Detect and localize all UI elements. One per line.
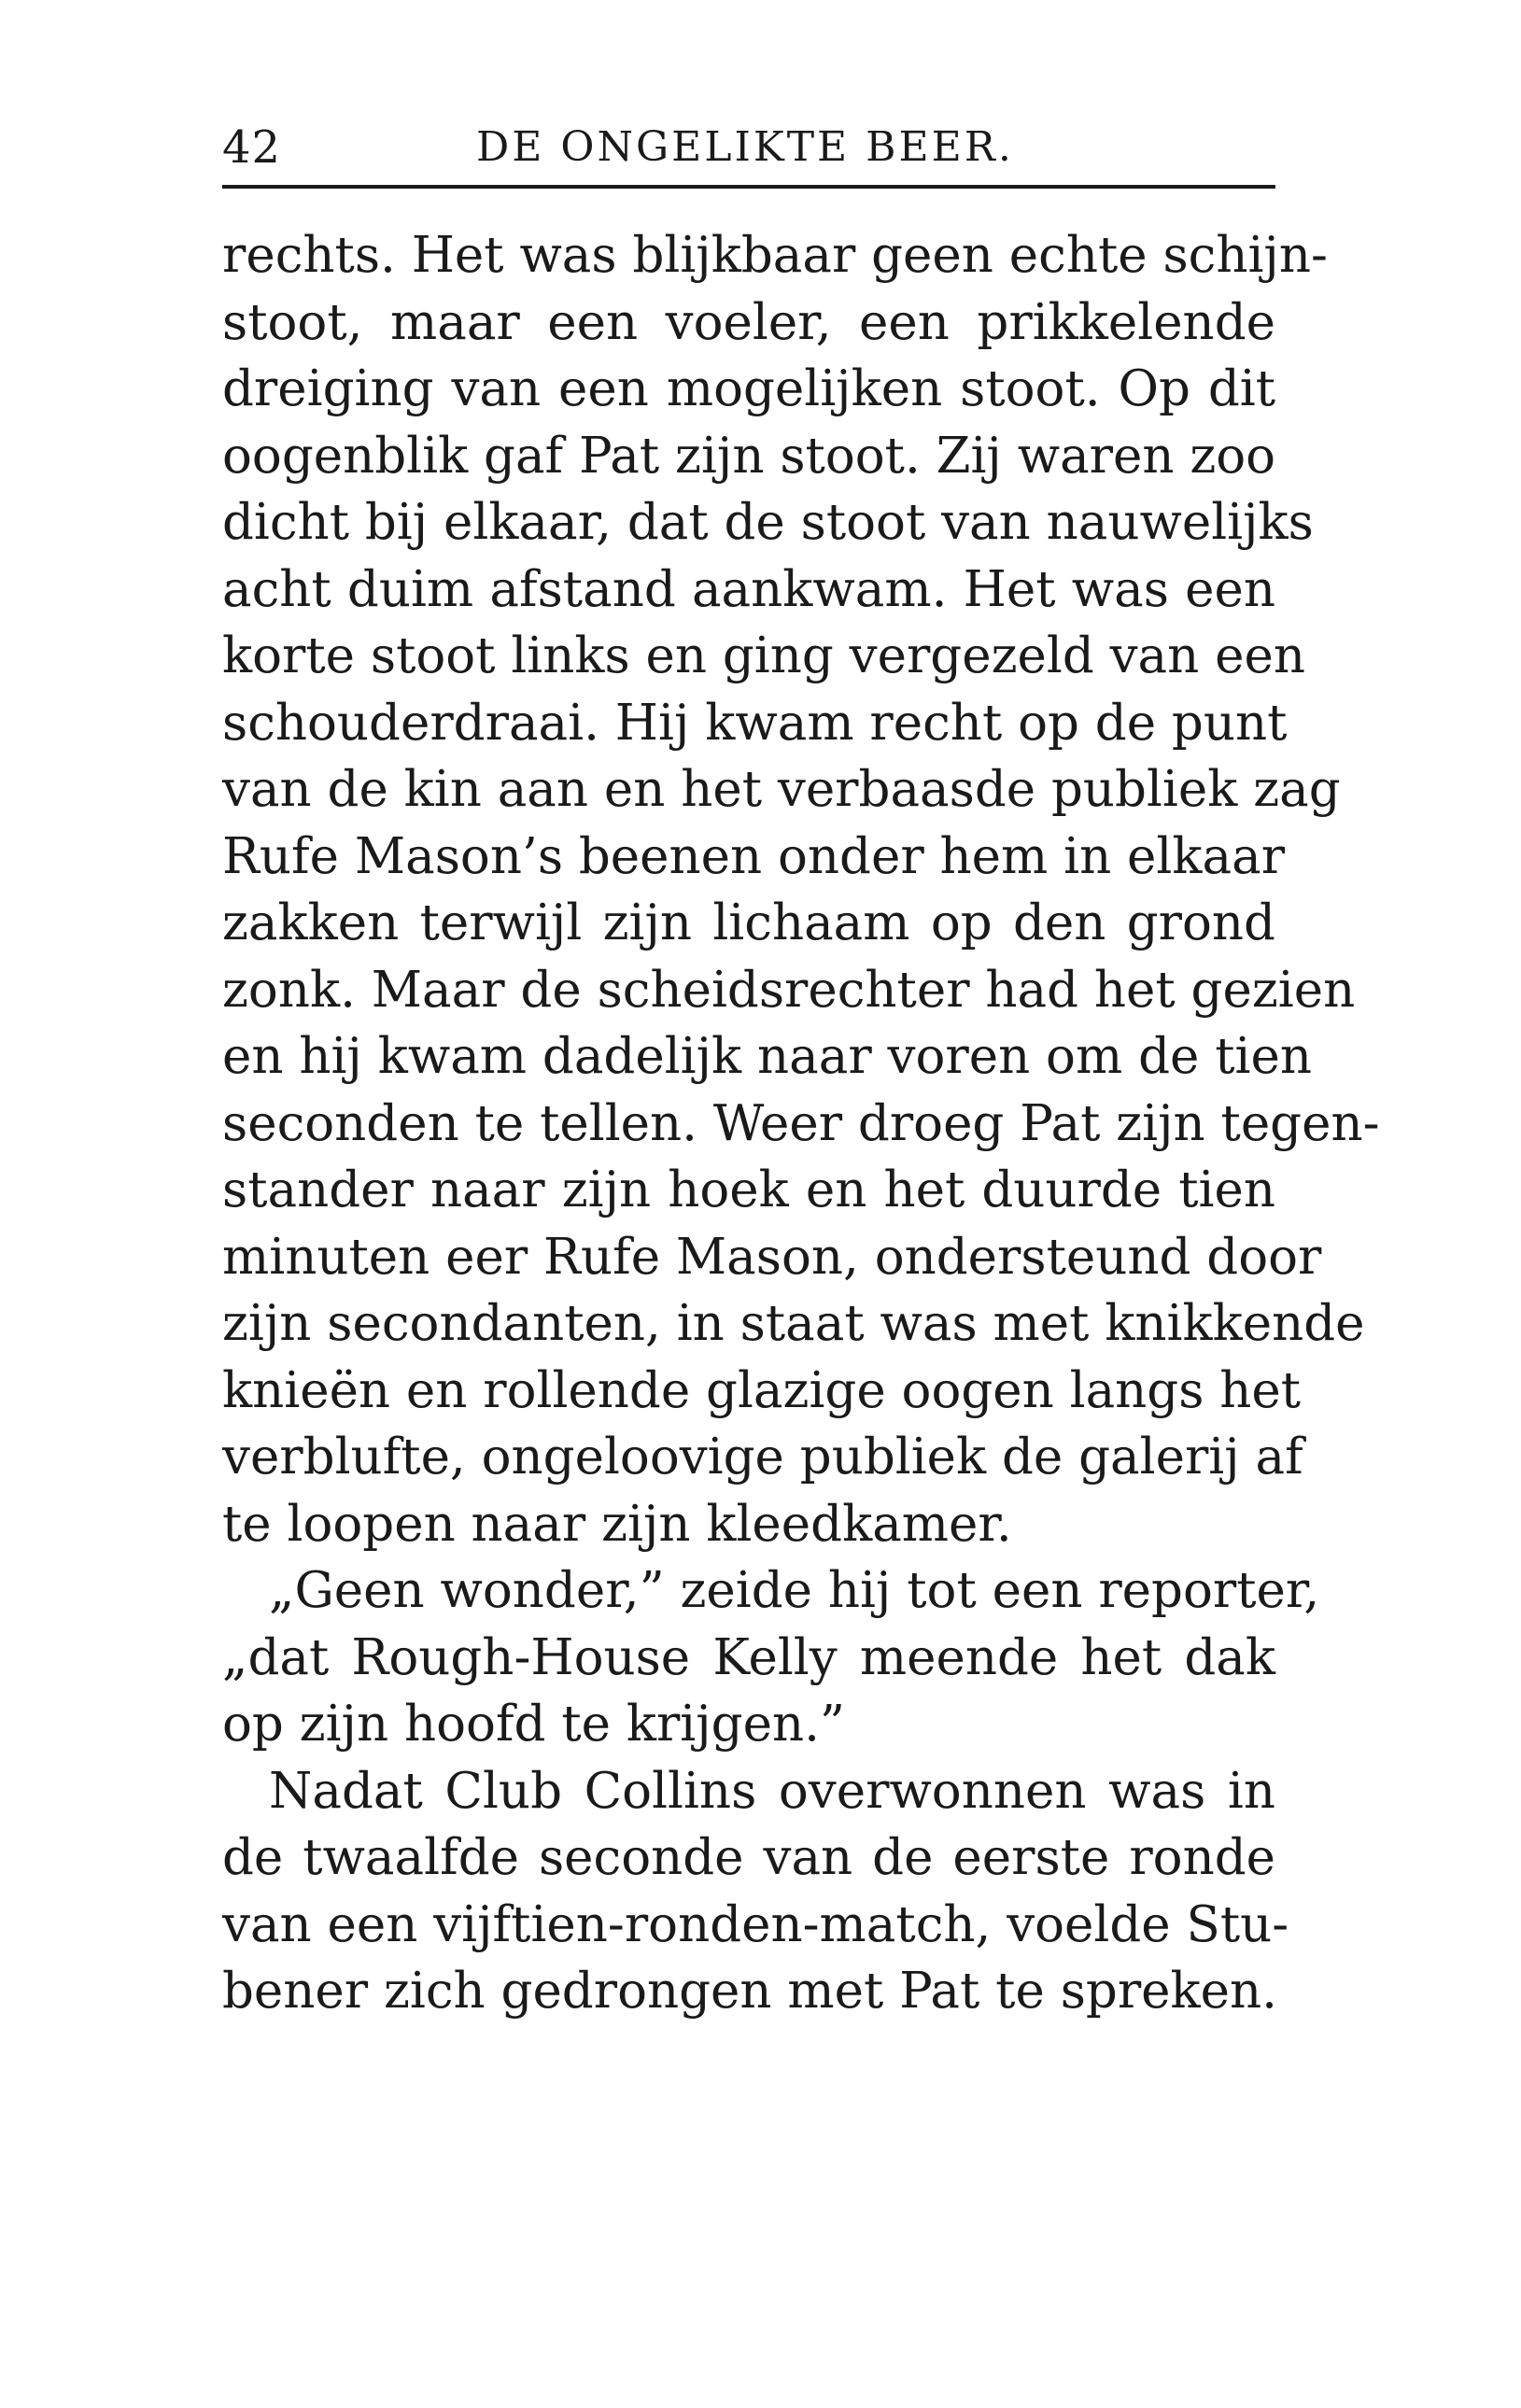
text-line: seconden te tellen. Weer droeg Pat zijn tegen-	[222, 1094, 1380, 1152]
text-line: korte stoot links en ging vergezeld van een	[222, 627, 1305, 684]
text-line: „Geen wonder,” zeide hij tot een reporter,	[269, 1562, 1320, 1619]
text-line: zijn secondanten, in staat was met knikkende	[222, 1295, 1365, 1352]
text-line: zonk. Maar de scheidsrechter had het gezien	[222, 961, 1356, 1019]
page-number: 42	[222, 121, 282, 174]
header-rule	[222, 185, 1275, 189]
text-line: de twaalfde seconde van de eerste ronde	[222, 1829, 1275, 1886]
text-line: op zijn hoofd te krijgen.”	[222, 1696, 846, 1753]
text-line: stander naar zijn hoek en het duurde tien	[222, 1162, 1275, 1218]
text-line: knieën en rollende glazige oogen langs het	[222, 1361, 1302, 1419]
text-line: van een vijftien-ronden-match, voelde Stu-	[222, 1895, 1289, 1953]
body-text	[222, 222, 1380, 2025]
text-line: rechts. Het was blijkbaar geen echte schijn-	[222, 227, 1328, 284]
text-line: dreiging van een mogelijken stoot. Op dit	[222, 360, 1275, 417]
text-line: zakken terwijl zijn lichaam op den grond	[222, 894, 1275, 951]
running-head	[222, 110, 1275, 185]
text-line: Nadat Club Collins overwonnen was in	[269, 1762, 1275, 1820]
text-line: en hij kwam dadelijk naar voren om de tien	[222, 1028, 1312, 1085]
text-line: acht duim afstand aankwam. Het was een	[222, 560, 1275, 618]
text-line: „dat Rough-House Kelly meende het dak	[222, 1628, 1275, 1686]
text-line: oogenblik gaf Pat zijn stoot. Zij waren zoo	[222, 427, 1276, 485]
text-line: Rufe Mason’s beenen onder hem in elkaar	[222, 827, 1286, 885]
running-title: DE ONGELIKTE BEER.	[476, 123, 1014, 171]
text-line: schouderdraai. Hij kwam recht op de punt	[222, 694, 1288, 752]
text-line: verblufte, ongeloovige publiek de galerij af	[222, 1429, 1303, 1486]
text-line: stoot, maar een voeler, een prikkelende	[222, 293, 1275, 351]
text-line: van de kin aan en het verbaasde publiek zag	[222, 761, 1341, 818]
text-line: dicht bij elkaar, dat de stoot van nauwelijks	[222, 494, 1314, 551]
text-line: minuten eer Rufe Mason, ondersteund door	[222, 1228, 1322, 1286]
text-line: bener zich gedrongen met Pat te spreken.	[222, 1963, 1277, 2020]
text-line: te loopen naar zijn kleedkamer.	[222, 1495, 1012, 1553]
